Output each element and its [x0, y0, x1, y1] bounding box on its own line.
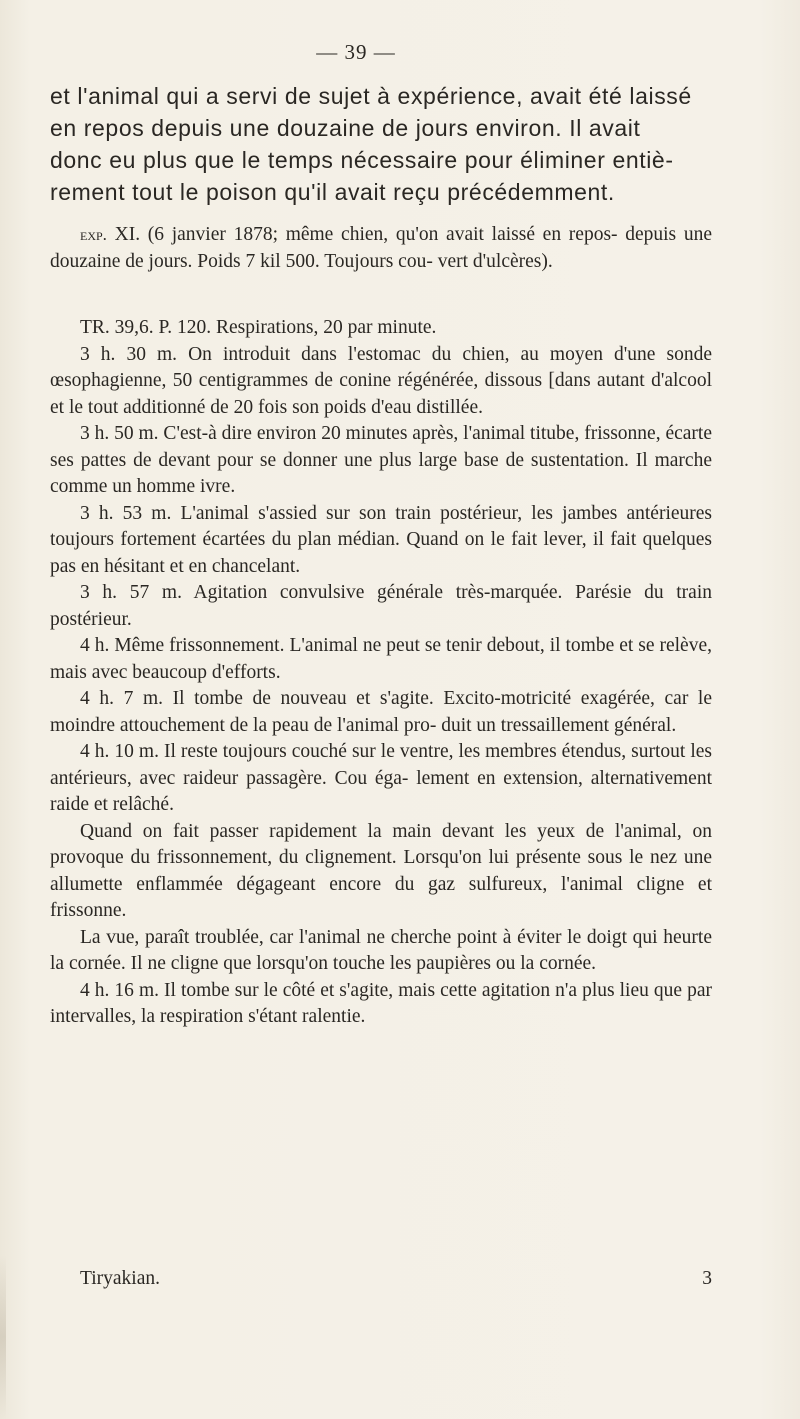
observation-paragraph: 3 h. 57 m. Agitation convulsive générale très-marquée. Parésie du train postérieur.	[50, 582, 712, 630]
observation-paragraph: 4 h. 16 m. Il tombe sur le côté et s'agite, mais cette agitation n'a plus lieu que par intervalles, la respiration s'étant ralentie.	[50, 979, 712, 1027]
footer-signature-mark: 3	[702, 1268, 712, 1289]
observation-paragraph: 3 h. 50 m. C'est-à dire environ 20 minutes après, l'animal titube, frissonne, écarte ses pattes de devant pour se donner une plus large base de sustentation. Il marche comme un homme ivre.	[50, 423, 712, 497]
experiment-header	[50, 222, 712, 275]
binding-shadow	[0, 1255, 6, 1419]
observation-paragraph: Quand on fait passer rapidement la main devant les yeux de l'animal, on provoque du frissonnement, du clignement. Lorsqu'on lui présente sous le nez une allumette enflammée dégageant encore du gaz sulfureux, l'animal cligne et frissonne.	[50, 820, 712, 921]
observation-paragraph: 3 h. 30 m. On introduit dans l'estomac du chien, au moyen d'une sonde œsophagienne, 50 centigrammes de conine régénérée, dissous [dans autant d'alcool et le tout additionné de 20 fois son poids d'eau distillée.	[50, 343, 712, 418]
observation-paragraph: 4 h. Même frissonnement. L'animal ne peut se tenir debout, il tombe et se relève, mais avec beaucoup d'efforts.	[50, 635, 712, 683]
observation-paragraph: 4 h. 7 m. Il tombe de nouveau et s'agite. Excito-motricité exagérée, car le moindre attouchement de la peau de l'animal pro- duit un tressaillement général.	[50, 688, 712, 736]
intro-line: et l'animal qui a servi de sujet à expérience, avait été laissé	[50, 83, 692, 109]
experiment-label: exp.	[80, 225, 107, 244]
intro-paragraph	[50, 80, 712, 208]
observation-paragraph: TR. 39,6. P. 120. Respirations, 20 par minute.	[80, 317, 437, 338]
page-footer	[80, 1268, 712, 1290]
intro-line: rement tout le poison qu'il avait reçu précédemment.	[50, 179, 615, 205]
intro-line: donc eu plus que le temps nécessaire pour éliminer entiè-	[50, 147, 674, 173]
footer-author: Tiryakian.	[80, 1268, 160, 1289]
experiment-paragraph	[50, 222, 712, 275]
observation-paragraph: La vue, paraît troublée, car l'animal ne cherche point à éviter le doigt qui heurte la cornée. Il ne cligne que lorsqu'on touche les paupières ou la cornée.	[50, 926, 712, 974]
page-number: — 39 —	[316, 40, 396, 64]
experiment-text: XI. (6 janvier 1878; même chien, qu'on avait laissé en repos- depuis une douzaine de jours. Poids 7 kil 500. Toujours cou- vert d'ulcères).	[50, 224, 712, 272]
intro-line: en repos depuis une douzaine de jours environ. Il avait	[50, 115, 641, 141]
observation-log	[50, 315, 712, 1031]
observation-paragraph: 3 h. 53 m. L'animal s'assied sur son train postérieur, les jambes antérieures toujours fortement écartées du plan médian. Quand on le fait lever, il fait quelques pas en hésitant et en chancelant.	[50, 502, 712, 577]
observation-paragraph: 4 h. 10 m. Il reste toujours couché sur le ventre, les membres étendus, surtout les antérieurs, avec raideur passagère. Cou éga- lement en extension, alternativement raide et relâché.	[50, 741, 712, 815]
